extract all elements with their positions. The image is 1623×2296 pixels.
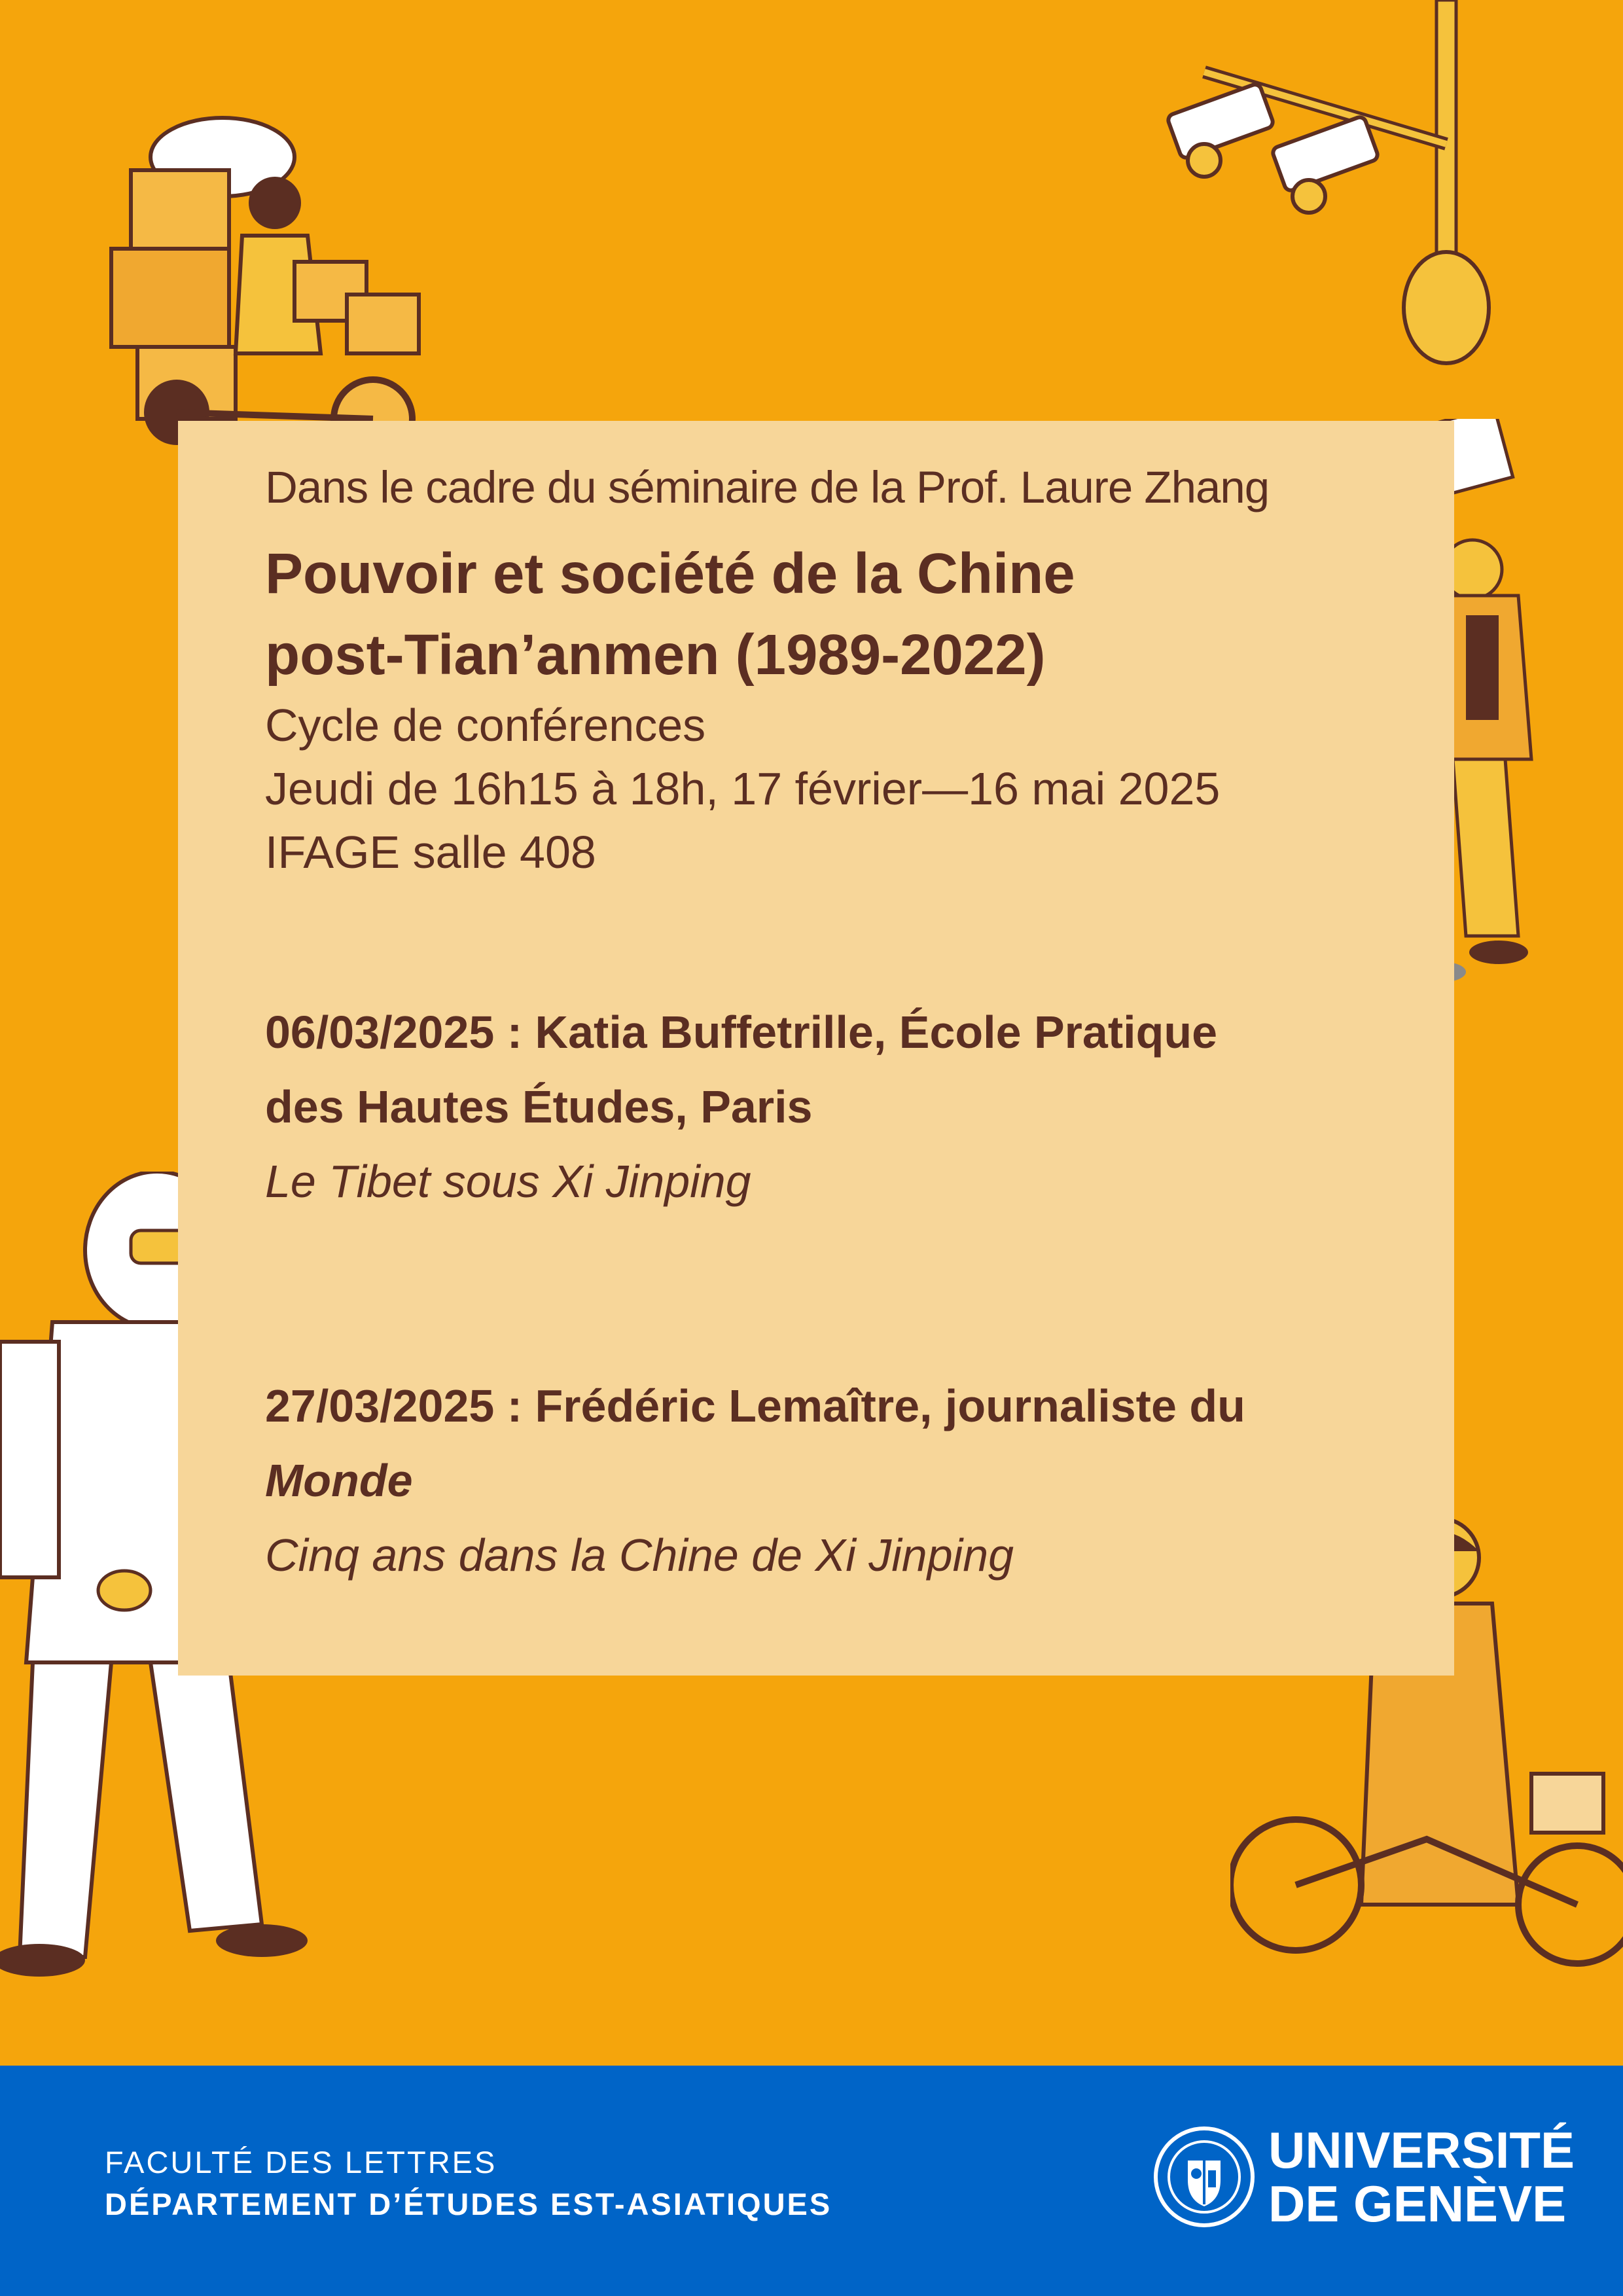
lecture-1-title: Le Tibet sous Xi Jinping [265, 1156, 751, 1207]
university-name-line-1: UNIVERSITÉ [1268, 2121, 1575, 2179]
lecture-2-header [265, 1369, 1436, 1518]
university-seal-icon [1152, 2125, 1257, 2229]
lecture-2 [265, 1369, 1436, 1592]
lecture-1-header [265, 995, 1436, 1144]
lecture-1 [265, 995, 1436, 1219]
department-name: DÉPARTEMENT D’ÉTUDES EST-ASIATIQUES [105, 2187, 832, 2221]
cycle-label: Cycle de conférences [265, 700, 706, 751]
lecture-2-title: Cinq ans dans la Chine de Xi Jinping [265, 1530, 1014, 1581]
university-name-line-2: DE GENÈVE [1268, 2175, 1567, 2233]
title-line-1: Pouvoir et société de la Chine [265, 542, 1075, 605]
event-details [265, 694, 1220, 884]
lecture-1-header-line-2: des Hautes Études, Paris [265, 1081, 813, 1132]
title-line-2: post-Tian’anmen (1989-2022) [265, 623, 1046, 687]
seminar-intro: Dans le cadre du séminaire de la Prof. Laure Zhang [265, 462, 1270, 512]
schedule-text: Jeudi de 16h15 à 18h, 17 février—16 mai 2025 [265, 763, 1221, 814]
lecture-1-header-line-1: 06/03/2025 : Katia Buffetrille, École Pratique [265, 1007, 1218, 1058]
surveillance-camera-illustration [1158, 0, 1512, 393]
page-title [265, 533, 1075, 696]
delivery-rider-illustration [98, 105, 438, 471]
faculty-name: FACULTÉ DES LETTRES [105, 2145, 497, 2179]
lecture-2-header-line-1: 27/03/2025 : Frédéric Lemaître, journaliste du [265, 1380, 1245, 1431]
venue-text: IFAGE salle 408 [265, 827, 596, 878]
lecture-2-header-line-2: Monde [265, 1455, 413, 1506]
university-name [1268, 2123, 1575, 2231]
